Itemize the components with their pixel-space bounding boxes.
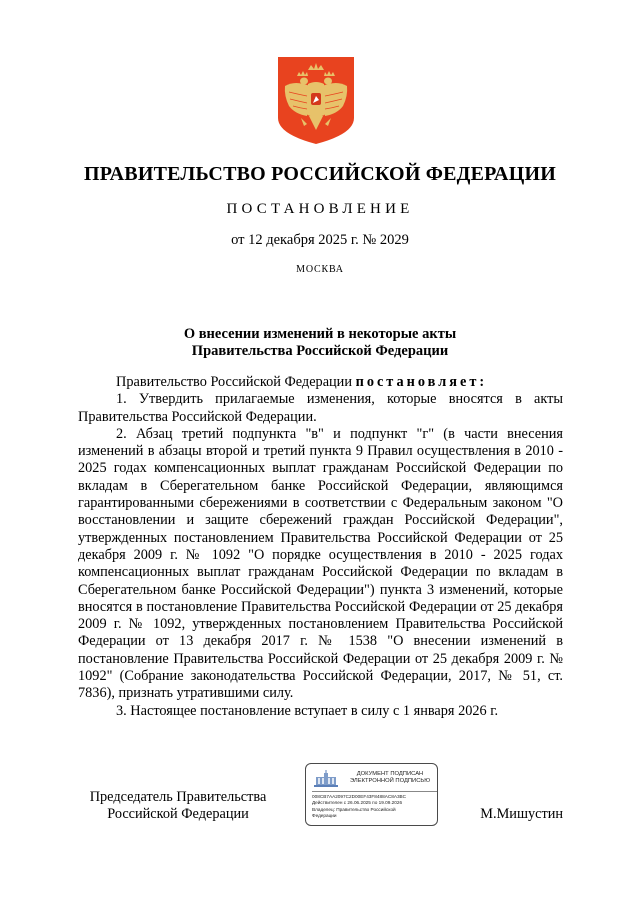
paragraph-2: 2. Абзац третий подпункта "в" и подпункт "г" (в части внесения изменений в абзацы второй и третий пункта 9 Правил осуществления в 2010 - 2025 годах компенсационных выплат гражданам Российской Федерации по вкладам в Сберегательном банке Российской Федерации, являющимся гарантированными сбережениями в соответствии с Федеральным законом "О восстановлении и защите сбережений граждан Российской Федерации", утвержденных постановлением Правительства Российской Федерации от 25 декабря 2009 г. № 1092 "О порядке осуществления в 2010 - 2025 годах компенсационных выплат гражданам Российской Федерации по вкладам в Сберегательном банке Российской Федерации") пункта 3 изменений, которые вносятся в постановление Правительства Российской Федерации от 25 декабря 2009 г. № 1092, утвержденных постановлением Правительства Российской Федерации от 13 декабря 2017 г. № 1538 "О внесении изменений в постановление Правительства Российской Федерации от 25 декабря 2009 г. № 1092" (Собрание законодательства Российской Федерации, 2017, № 51, ст. 7836), признать утратившими силу.	[78, 425, 563, 702]
subject-line-1: О внесении изменений в некоторые акты	[183, 326, 457, 342]
signer-position-line-1: Председатель Правительства	[89, 789, 267, 805]
intro-text: Правительство Российской Федерации	[116, 374, 356, 390]
stamp-divider	[312, 791, 437, 792]
paragraph-1: 1. Утвердить прилагаемые изменения, которые вносятся в акты Правительства Российской Федерации.	[78, 391, 563, 425]
certificate-owner-line-1: Владелец: Правительство Российской	[312, 806, 396, 812]
issue-city: МОСКВА	[296, 264, 344, 275]
stamp-title-line-2: ЭЛЕКТРОННОЙ ПОДПИСЬЮ	[349, 778, 431, 784]
decree-body	[78, 374, 563, 720]
government-title: ПРАВИТЕЛЬСТВО РОССИЙСКОЙ ФЕДЕРАЦИИ	[84, 163, 556, 185]
document-type: ПОСТАНОВЛЕНИЕ	[226, 201, 414, 217]
resolves-word: постановляет:	[355, 374, 488, 390]
signer-name: М.Мишустин	[480, 806, 563, 822]
electronic-signature-stamp	[305, 763, 438, 826]
stamp-title-line-1: ДОКУМЕНТ ПОДПИСАН	[356, 771, 424, 777]
decree-date-number: от 12 декабря 2025 г. № 2029	[231, 232, 409, 248]
certificate-serial: 008CB7AA2097C2D00EF43F8488AC8A3BC	[312, 794, 407, 799]
certificate-owner-line-2: Федерации	[312, 812, 337, 818]
coat-of-arms-icon	[277, 56, 355, 145]
signer-position	[78, 789, 278, 824]
paragraph-3: 3. Настоящее постановление вступает в силу с 1 января 2026 г.	[116, 702, 499, 719]
government-building-icon	[313, 770, 339, 788]
certificate-validity: Действителен с 26.06.2025 по 19.09.2026	[312, 800, 403, 806]
signer-position-line-2: Российской Федерации	[107, 806, 249, 823]
stamp-title	[344, 771, 436, 785]
decree-subject	[60, 326, 580, 360]
intro-paragraph	[78, 374, 563, 391]
subject-line-2: Правительства Российской Федерации	[191, 343, 449, 359]
stamp-details	[312, 794, 437, 819]
